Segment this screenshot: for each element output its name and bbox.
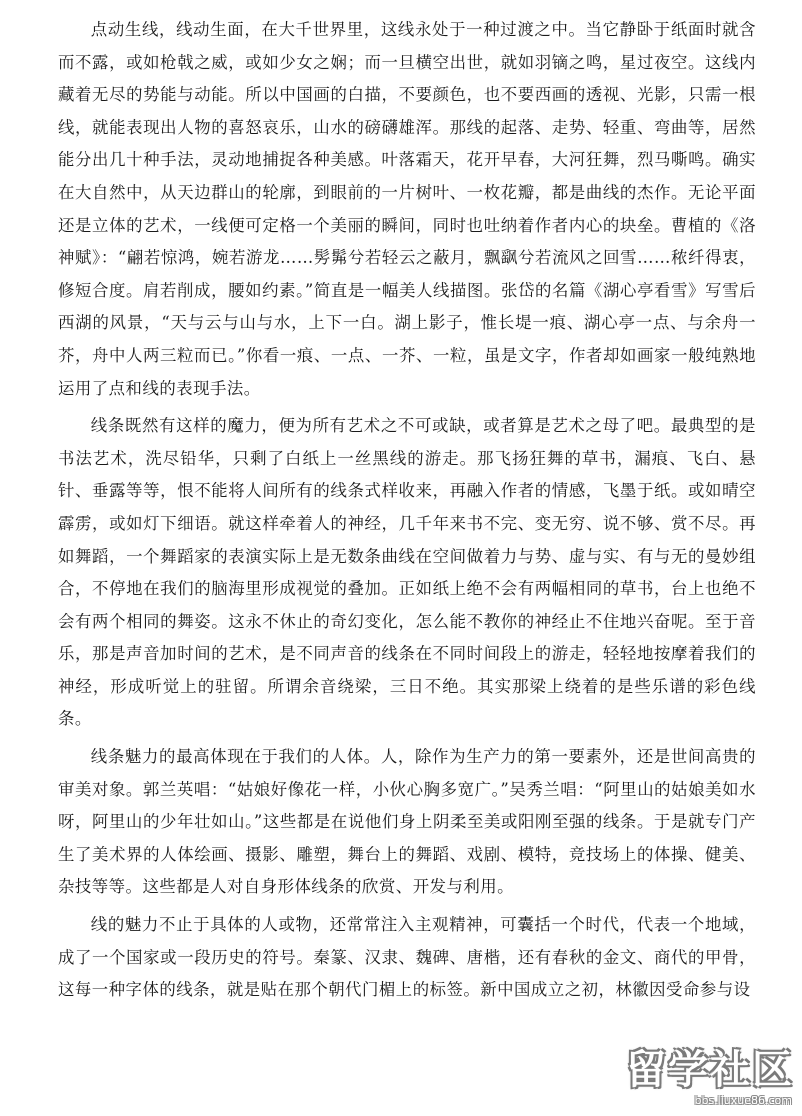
- site-watermark: [610, 1046, 794, 1108]
- paragraph-1: 点动生线，线动生面，在大千世界里，这线永处于一种过渡之中。当它静卧于纸面时就含而不露，或如枪戟之威，或如少女之娴；而一旦横空出世，就如羽镝之鸣，星过夜空。这线内藏着无尽的势能与动能。所以中国画的白描，不要颜色，也不要西画的透视、光影，只需一根线，就能表现出人物的喜怒哀乐，山水的磅礴雄浑。那线的起落、走势、轻重、弯曲等，居然能分出几十种手法，灵动地捕捉各种美感。叶落霜天，花开早春，大河狂舞，烈马嘶鸣。确实在大自然中，从天边群山的轮廓，到眼前的一片树叶、一枚花瓣，都是曲线的杰作。无论平面还是立体的艺术，一线便可定格一个美丽的瞬间，同时也吐纳着作者内心的块垒。曹植的《洛神赋》：“翩若惊鸿，婉若游龙……髣髴兮若轻云之蔽月，飘飖兮若流风之回雪……秾纤得衷，修短合度。肩若削成，腰如约素。”简直是一幅美人线描图。张岱的名篇《湖心亭看雪》写雪后西湖的风景，“天与云与山与水，上下一白。湖上影子，惟长堤一痕、湖心亭一点、与余舟一芥，舟中人两三粒而已。”你看一痕、一点、一芥、一粒，虽是文字，作者却如画家一般纯熟地运用了点和线的表现手法。: [58, 20, 756, 398]
- watermark-url: bbs.liuxue86.com: [694, 1094, 792, 1107]
- paragraph-4: 线的魅力不止于具体的人或物，还常常注入主观精神，可囊括一个时代，代表一个地域，成了一个国家或一段历史的符号。秦篆、汉隶、魏碑、唐楷，还有春秋的金文、商代的甲骨，这每一种字体的线条，就是贴在那个朝代门楣上的标签。新中国成立之初，林徽因受命参与设: [58, 915, 756, 1000]
- paragraph-2: 线条既然有这样的魔力，便为所有艺术之不可或缺，或者算是艺术之母了吧。最典型的是书法艺术，洗尽铅华，只剩了白纸上一丝黑线的游走。那飞扬狂舞的草书，漏痕、飞白、悬针、垂露等等，恨不能将人间所有的线条式样收来，再融入作者的情感，飞墨于纸。或如晴空霹雳，或如灯下细语。就这样牵着人的神经，几千年来书不完、变无穷、说不够、赏不尽。再如舞蹈，一个舞蹈家的表演实际上是无数条曲线在空间做着力与势、虚与实、有与无的曼妙组合，不停地在我们的脑海里形成视觉的叠加。正如纸上绝不会有两幅相同的草书，台上也绝不会有两个相同的舞姿。这永不休止的奇幻变化，怎么能不教你的神经止不住地兴奋呢。至于音乐，那是声音加时间的艺术，是不同声音的线条在不同时间段上的游走，轻轻地按摩着我们的神经，形成听觉上的驻留。所谓余音绕梁，三日不绝。其实那梁上绕着的是些乐谱的彩色线条。: [58, 416, 756, 729]
- watermark-logo: 留学社区: [626, 1047, 794, 1093]
- paragraph-3: 线条魅力的最高体现在于我们的人体。人，除作为生产力的第一要素外，还是世间高贵的审美对象。郭兰英唱：“姑娘好像花一样，小伙心胸多宽广。”吴秀兰唱：“阿里山的姑娘美如水呀，阿里山的少年壮如山。”这些都是在说他们身上阴柔至美或阳刚至强的线条。于是就专门产生了美术界的人体绘画、摄影、雕塑，舞台上的舞蹈、戏剧、模特，竞技场上的体操、健美、杂技等等。这些都是人对自身形体线条的欣赏、开发与利用。: [58, 747, 756, 897]
